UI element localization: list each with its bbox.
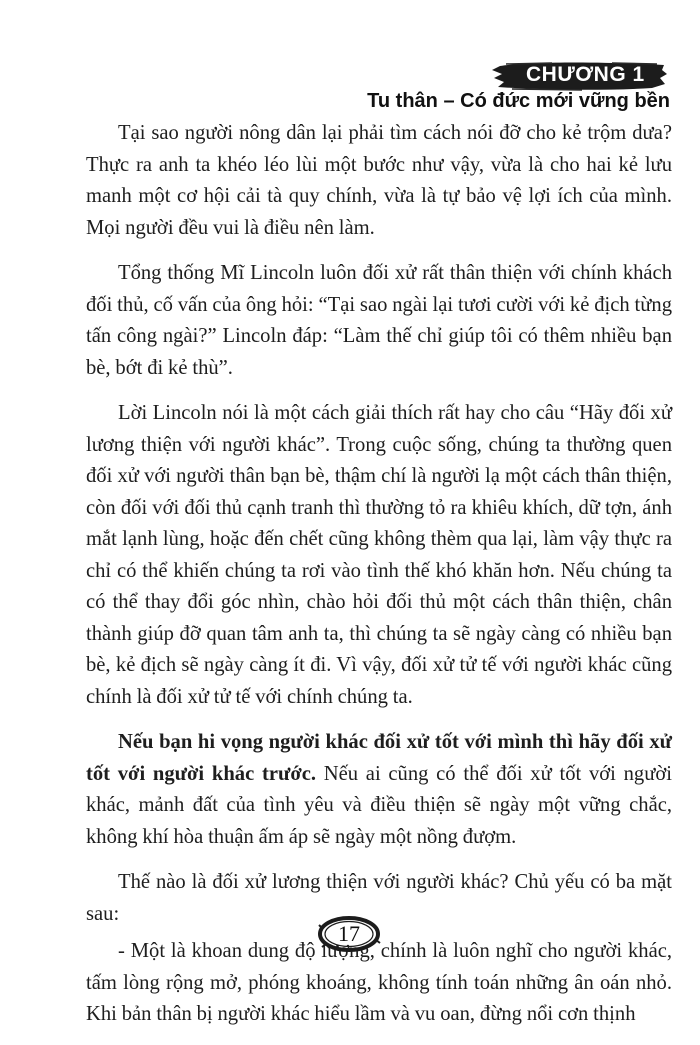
paragraph: Lời Lincoln nói là một cách giải thích rất hay cho câu “Hãy đối xử lương thiện với người khác”. Trong cuộc sống, chúng ta thường quen đối xử với người thân bạn bè, thậm chí là người lạ một cách thân thiện, còn đối với đối thủ cạnh tranh thì thường tỏ ra khiêu khích, dữ tợn, ánh mắt lạnh lùng, hoặc đến chết cũng không thèm qua lại, làm vậy thực ra chỉ có thể khiến chúng ta rơi vào tình thế khó khăn hơn. Nếu chúng ta có thể thay đổi góc nhìn, chào hỏi đối thủ một cách thân thiện, chân thành giúp đỡ quan tâm anh ta, thì chúng ta sẽ ngày càng có nhiều bạn bè, kẻ địch sẽ ngày càng ít đi. Vì vậy, đối xử tử tế với người khác cũng chính là đối xử tử tế với chính chúng ta. [86, 402, 672, 708]
emphasis-paragraph [86, 727, 672, 853]
question-paragraph: Thế nào là đối xử lương thiện với người khác? Chủ yếu có ba mặt sau: [86, 871, 672, 925]
page-number [316, 914, 382, 954]
emphasis-rest: Nếu ai cũng có thể đối xử tốt với người khác, mảnh đất của tình yêu và điều thiện sẽ ngày một vững chắc, không khí hòa thuận ấm áp sẽ ngày một nồng đượm. [86, 762, 672, 848]
paragraph: Tại sao người nông dân lại phải tìm cách nói đỡ cho kẻ trộm dưa? Thực ra anh ta khéo léo lùi một bước như vậy, vừa là cho hai kẻ lưu manh một cơ hội cải tà quy chính, vừa là tự bảo vệ lợi ích của mình. Mọi người đều vui là điều nên làm. [86, 122, 672, 239]
chapter-subtitle: Tu thân – Có đức mới vững bền [367, 90, 670, 112]
body-text [86, 118, 672, 1045]
bold-lead-sentence: Nếu bạn hi vọng người khác đối xử tốt với mình thì hãy đối xử tốt với người khác trước. [86, 731, 672, 785]
chapter-label: CHƯƠNG 1 [526, 63, 645, 86]
point-one: - Một là khoan dung độ lượng, chính là luôn nghĩ cho người khác, tấm lòng rộng mở, phóng khoáng, không tính toán những ân oán nhỏ. Khi bản thân bị người khác hiểu lầm và vu oan, đừng nổi cơn thịnh [86, 940, 672, 1025]
chapter-banner [492, 60, 668, 92]
paragraph: Tổng thống Mĩ Lincoln luôn đối xử rất thân thiện với chính khách đối thủ, cố vấn của ông hỏi: “Tại sao ngài lại tươi cười với kẻ địch từng tấn công ngài?” Lincoln đáp: “Làm thế chỉ giúp tôi có thêm nhiều bạn bè, bớt đi kẻ thù”. [86, 262, 672, 379]
page-number-text: 17 [338, 921, 360, 946]
